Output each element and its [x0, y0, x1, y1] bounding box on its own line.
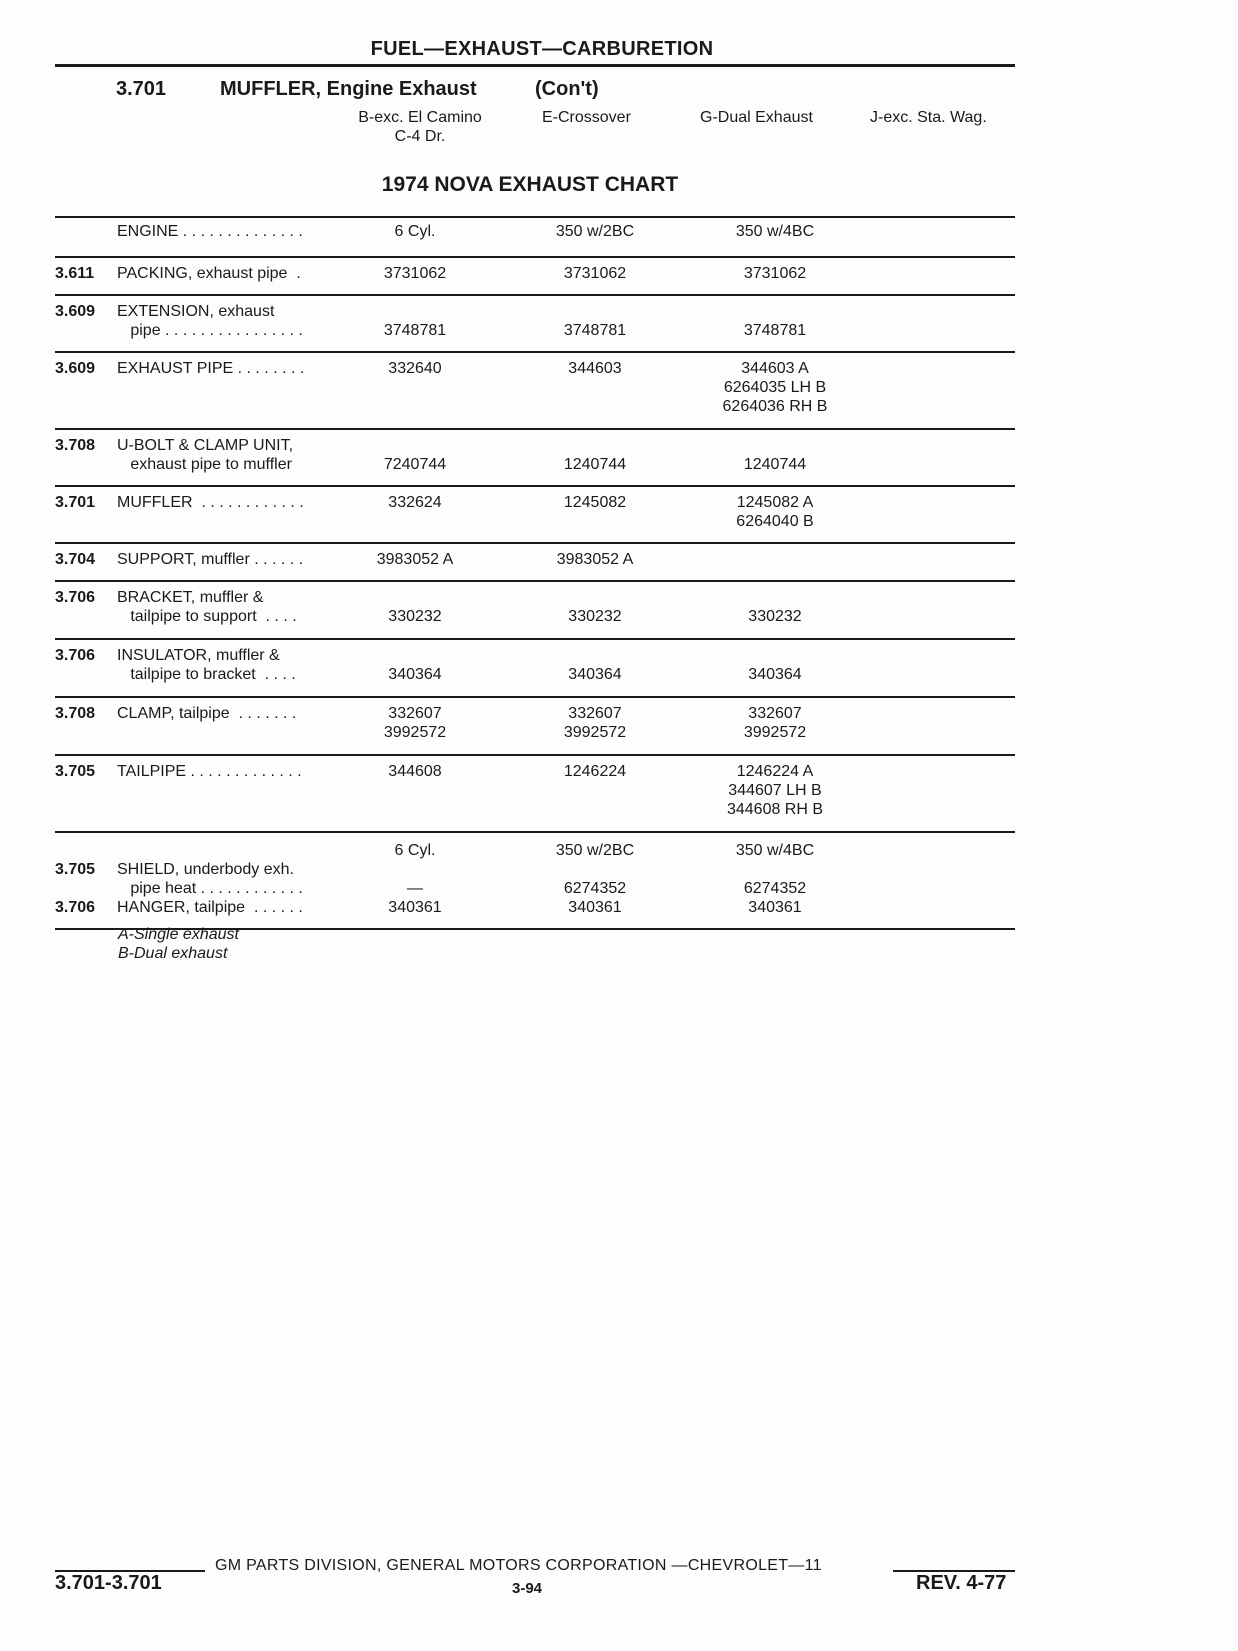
legend-g: G-Dual Exhaust	[700, 109, 813, 126]
part-350-2bc: 340364	[568, 666, 622, 683]
part-350-4bc: 3748781	[743, 322, 807, 339]
table-row	[55, 430, 1015, 487]
part-350-4bc: 330232	[748, 608, 802, 625]
table-row	[55, 640, 1015, 698]
part-350-2bc: 1245082	[563, 494, 627, 511]
table-header-row	[55, 218, 1015, 258]
header-col-350-2bc: 350 w/2BC	[555, 223, 635, 240]
part-description: CLAMP, tailpipe . . . . . . .	[117, 705, 297, 722]
table-row	[55, 756, 1015, 833]
chart-title: 1974 NOVA EXHAUST CHART	[381, 173, 679, 196]
part-6cyl: 340361	[388, 899, 442, 916]
header-rule	[55, 64, 1015, 67]
part-number-ref: 3.705	[55, 763, 96, 780]
part-number-ref: 3.611	[55, 265, 95, 282]
header-col-350-4bc: 350 w/4BC	[735, 223, 815, 240]
part-350-4bc: 1246224 A 344607 LH B 344608 RH B	[726, 763, 824, 818]
part-description: U-BOLT & CLAMP UNIT, exhaust pipe to muffler	[117, 437, 294, 473]
section-continued: (Con't)	[535, 78, 599, 100]
part-6cyl: 7240744	[383, 456, 447, 473]
part-description: BRACKET, muffler & tailpipe to support . . . .	[117, 589, 297, 625]
part-6cyl: 344608	[388, 763, 442, 780]
part-350-4bc: 3731062	[743, 265, 807, 282]
subheader-col-350-4bc: 350 w/4BC	[735, 842, 815, 859]
part-350-4bc: 1245082 A 6264040 B	[736, 494, 814, 530]
part-number-ref: 3.706	[55, 647, 96, 664]
part-350-4bc: 332607 3992572	[743, 705, 807, 741]
part-350-2bc: 3748781	[563, 322, 627, 339]
footer-revision: REV. 4-77	[916, 1572, 1007, 1594]
page-header-title: FUEL—EXHAUST—CARBURETION	[370, 38, 714, 60]
part-number-ref: 3.609	[55, 360, 96, 377]
part-350-4bc: 340361	[748, 899, 802, 916]
table-row	[55, 258, 1015, 296]
part-number-ref: 3.706	[55, 589, 96, 606]
part-description: MUFFLER . . . . . . . . . . . .	[117, 494, 304, 511]
subheader-col-6cyl: 6 Cyl.	[394, 842, 436, 859]
legend-j: J-exc. Sta. Wag.	[870, 109, 987, 126]
header-engine: ENGINE . . . . . . . . . . . . . .	[117, 223, 303, 240]
part-description: EXHAUST PIPE . . . . . . . .	[117, 360, 305, 377]
part-description: EXTENSION, exhaust pipe . . . . . . . . . . . . . . . .	[117, 303, 303, 339]
part-6cyl: 332624	[388, 494, 442, 511]
subheader-col-350-2bc: 350 w/2BC	[555, 842, 635, 859]
part-6cyl: 332640	[388, 360, 442, 377]
legend-e: E-Crossover	[542, 109, 631, 126]
header-col-6cyl: 6 Cyl.	[394, 223, 436, 240]
footnote-dual-exhaust: B-Dual exhaust	[118, 945, 228, 962]
part-350-4bc: 344603 A 6264035 LH B 6264036 RH B	[722, 360, 828, 415]
part-350-2bc: 340361	[568, 899, 622, 916]
part-350-4bc: 340364	[748, 666, 802, 683]
part-description: TAILPIPE . . . . . . . . . . . . .	[117, 763, 302, 780]
table-row	[55, 582, 1015, 640]
part-number-ref: 3.701	[55, 494, 96, 511]
part-description: PACKING, exhaust pipe .	[117, 265, 301, 282]
part-number-ref: 3.704	[55, 551, 96, 568]
footnote-single-exhaust: A-Single exhaust	[118, 926, 239, 943]
part-350-2bc: 344603	[568, 360, 622, 377]
part-number-ref: 3.706	[55, 899, 96, 916]
part-350-4bc: 6274352	[743, 880, 807, 897]
part-number-ref: 3.609	[55, 303, 96, 320]
part-6cyl: 3731062	[383, 265, 447, 282]
table-row	[55, 353, 1015, 430]
footnotes	[118, 925, 239, 963]
legend-b: B-exc. El Camino C-4 Dr.	[358, 109, 482, 145]
part-number-ref: 3.708	[55, 705, 96, 722]
section-name: MUFFLER, Engine Exhaust	[220, 78, 477, 100]
section-number: 3.701	[116, 78, 167, 100]
part-350-2bc: 6274352	[563, 880, 627, 897]
table-row	[55, 487, 1015, 544]
part-350-2bc: 330232	[568, 608, 622, 625]
table-final-section	[55, 833, 1015, 930]
exhaust-chart-table	[55, 218, 1015, 930]
footer-section-range: 3.701-3.701	[55, 1572, 162, 1594]
part-350-2bc: 332607 3992572	[563, 705, 627, 741]
part-350-4bc: 1240744	[743, 456, 807, 473]
table-row	[55, 296, 1015, 353]
part-description: SHIELD, underbody exh. pipe heat . . . . . . . . . . . .	[117, 861, 303, 897]
part-6cyl: 3983052 A	[376, 551, 454, 568]
part-6cyl: —	[407, 880, 423, 897]
part-350-2bc: 1246224	[563, 763, 627, 780]
part-number-ref: 3.705	[55, 861, 96, 878]
part-description: INSULATOR, muffler & tailpipe to bracket . . . .	[117, 647, 296, 683]
part-description: HANGER, tailpipe . . . . . .	[117, 899, 303, 916]
part-350-2bc: 1240744	[563, 456, 627, 473]
footer-page-number: 3-94	[512, 1580, 543, 1597]
part-6cyl: 340364	[388, 666, 442, 683]
part-350-2bc: 3731062	[563, 265, 627, 282]
part-number-ref: 3.708	[55, 437, 96, 454]
part-6cyl: 332607 3992572	[383, 705, 447, 741]
footer-corporation: GM PARTS DIVISION, GENERAL MOTORS CORPORATION —CHEVROLET—11	[215, 1557, 822, 1574]
table-row	[55, 698, 1015, 756]
part-description: SUPPORT, muffler . . . . . .	[117, 551, 304, 568]
part-350-2bc: 3983052 A	[556, 551, 634, 568]
table-row	[55, 544, 1015, 582]
part-6cyl: 330232	[388, 608, 442, 625]
part-6cyl: 3748781	[383, 322, 447, 339]
